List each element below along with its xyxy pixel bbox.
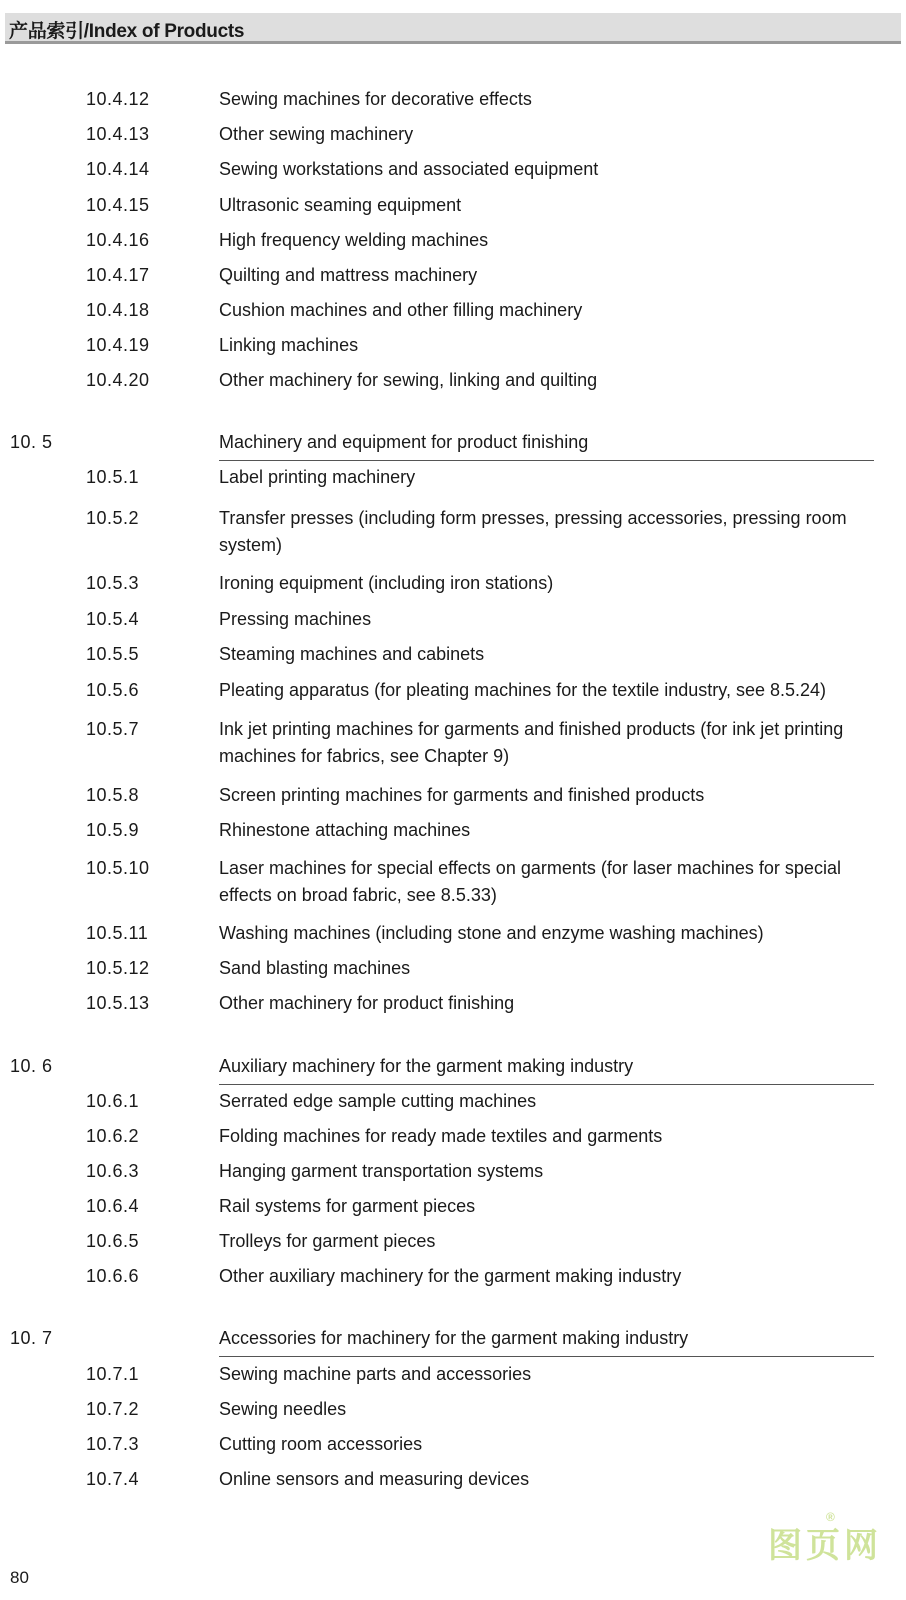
entry-text: Ultrasonic seaming equipment bbox=[219, 195, 462, 215]
entry-code: 10.6.2 bbox=[86, 1126, 140, 1146]
entry-text: Pleating apparatus (for pleating machines for the textile industry, see 8.5.24) bbox=[219, 680, 827, 700]
entry-text: Trolleys for garment pieces bbox=[219, 1231, 436, 1251]
entry-text: Label printing machinery bbox=[219, 467, 416, 487]
entry-text: Accessories for machinery for the garment making industry bbox=[219, 1328, 689, 1348]
entry-code: 10.5.13 bbox=[86, 993, 150, 1013]
entry-code: 10.7.2 bbox=[86, 1399, 140, 1419]
entry-code: 10. 6 bbox=[10, 1056, 53, 1076]
entry-code: 10.6.5 bbox=[86, 1231, 140, 1251]
entry-text: Folding machines for ready made textiles and garments bbox=[219, 1126, 663, 1146]
entry-code: 10.4.15 bbox=[86, 195, 150, 215]
entry-code: 10.5.6 bbox=[86, 680, 140, 700]
page-number: 80 bbox=[10, 1568, 29, 1587]
entry-text: Rhinestone attaching machines bbox=[219, 820, 471, 840]
entry-text: Online sensors and measuring devices bbox=[219, 1469, 530, 1489]
entry-text: Sand blasting machines bbox=[219, 958, 411, 978]
entry-code: 10.4.19 bbox=[86, 335, 150, 355]
entry-text: Ironing equipment (including iron stations) bbox=[219, 573, 554, 593]
section-rule bbox=[219, 1356, 874, 1357]
entry-code: 10.4.17 bbox=[86, 265, 150, 285]
entry-text: Linking machines bbox=[219, 335, 359, 355]
entry-code: 10.5.12 bbox=[86, 958, 150, 978]
entry-code: 10.7.3 bbox=[86, 1434, 140, 1454]
entry-text: Sewing workstations and associated equipment bbox=[219, 159, 599, 179]
entry-code: 10.7.1 bbox=[86, 1364, 140, 1384]
entry-code: 10.5.11 bbox=[86, 923, 149, 943]
entry-text: Laser machines for special effects on garments (for laser machines for special effects on broad fabric, see 8.5.33) bbox=[219, 858, 841, 905]
entry-text: Transfer presses (including form presses, pressing accessories, pressing room system) bbox=[219, 508, 847, 555]
entry-code: 10.7.4 bbox=[86, 1469, 140, 1489]
entry-text: Quilting and mattress machinery bbox=[219, 265, 478, 285]
entry-text: Sewing machines for decorative effects bbox=[219, 89, 532, 109]
page-header bbox=[5, 13, 901, 44]
entry-text: Sewing needles bbox=[219, 1399, 347, 1419]
entry-text: Pressing machines bbox=[219, 609, 372, 629]
entry-code: 10.6.4 bbox=[86, 1196, 140, 1216]
entry-code: 10.5.7 bbox=[86, 719, 140, 739]
entry-code: 10.6.1 bbox=[86, 1091, 140, 1111]
entry-text: Screen printing machines for garments and finished products bbox=[219, 785, 705, 805]
entry-code: 10.4.18 bbox=[86, 300, 150, 320]
entry-text: Washing machines (including stone and enzyme washing machines) bbox=[219, 923, 764, 943]
watermark-logo bbox=[768, 1510, 882, 1567]
entry-text: Steaming machines and cabinets bbox=[219, 644, 485, 664]
entry-code: 10.4.13 bbox=[86, 124, 150, 144]
entry-text: Other machinery for sewing, linking and quilting bbox=[219, 370, 598, 390]
entry-code: 10. 5 bbox=[10, 432, 53, 452]
entry-code: 10.5.10 bbox=[86, 858, 150, 878]
section-rule bbox=[219, 460, 874, 461]
entry-code: 10.4.12 bbox=[86, 89, 150, 109]
entry-code: 10.5.5 bbox=[86, 644, 140, 664]
entry-text: Serrated edge sample cutting machines bbox=[219, 1091, 537, 1111]
section-rule bbox=[219, 1084, 874, 1085]
registered-mark: ® bbox=[826, 1510, 839, 1524]
entry-code: 10.5.8 bbox=[86, 785, 140, 805]
entry-text: Cushion machines and other filling machinery bbox=[219, 300, 583, 320]
entry-code: 10.5.2 bbox=[86, 508, 140, 528]
entry-code: 10.5.3 bbox=[86, 573, 140, 593]
entry-code: 10.4.16 bbox=[86, 230, 150, 250]
header-title: 产品索引/Index of Products bbox=[9, 21, 245, 42]
entry-text: Other machinery for product finishing bbox=[219, 993, 515, 1013]
entry-text: Cutting room accessories bbox=[219, 1434, 423, 1454]
entry-text: Rail systems for garment pieces bbox=[219, 1196, 476, 1216]
entry-code: 10.4.14 bbox=[86, 159, 150, 179]
entry-text: Other sewing machinery bbox=[219, 124, 414, 144]
entry-code: 10.5.9 bbox=[86, 820, 140, 840]
entry-text: Machinery and equipment for product finishing bbox=[219, 432, 589, 452]
entry-code: 10. 7 bbox=[10, 1328, 53, 1348]
entry-code: 10.6.3 bbox=[86, 1161, 140, 1181]
entry-text: Other auxiliary machinery for the garment making industry bbox=[219, 1266, 682, 1286]
entry-text: High frequency welding machines bbox=[219, 230, 489, 250]
entry-text: Auxiliary machinery for the garment making industry bbox=[219, 1056, 634, 1076]
entry-text: Sewing machine parts and accessories bbox=[219, 1364, 532, 1384]
entry-code: 10.6.6 bbox=[86, 1266, 140, 1286]
entry-code: 10.5.1 bbox=[86, 467, 140, 487]
entry-text: Ink jet printing machines for garments and finished products (for ink jet printing machines for fabrics, see Chapter 9) bbox=[219, 719, 844, 766]
entry-code: 10.5.4 bbox=[86, 609, 140, 629]
watermark-text: 图页网 bbox=[768, 1527, 882, 1565]
entry-text: Hanging garment transportation systems bbox=[219, 1161, 544, 1181]
entry-code: 10.4.20 bbox=[86, 370, 150, 390]
